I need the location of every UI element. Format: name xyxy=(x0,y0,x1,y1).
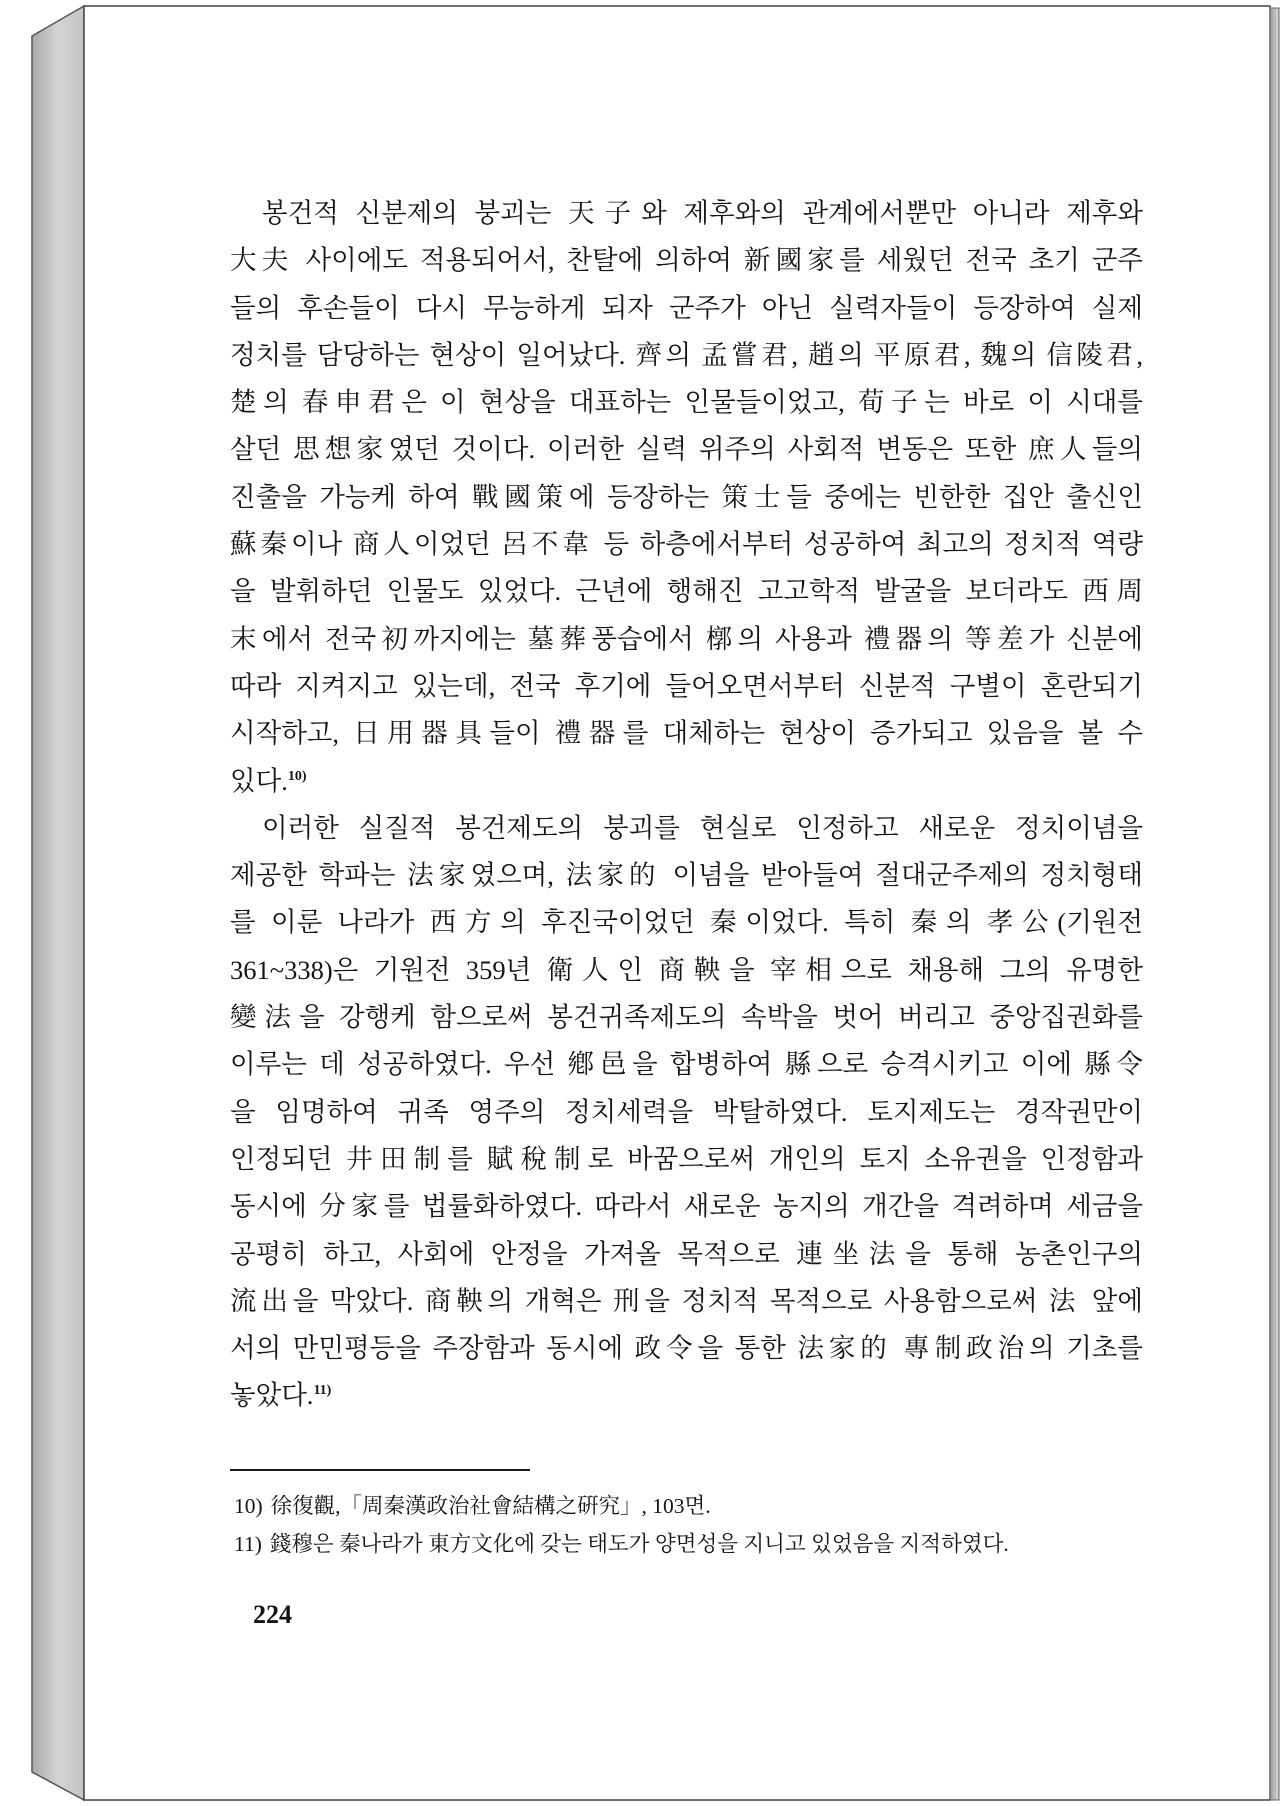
footnote-number: 10) xyxy=(234,1494,263,1518)
body-line: 이러한 실질적 봉건제도의 붕괴를 현실로 인정하고 새로운 정치이념을 xyxy=(262,812,1143,843)
footnote-ref: 11) xyxy=(313,1383,332,1399)
body-line: 따라 지켜지고 있는데, 전국 후기에 들어오면서부터 신분적 구별이 혼란되기 xyxy=(230,670,1143,701)
body-line: 을 임명하여 귀족 영주의 정치세력을 박탈하였다. 토지제도는 경작권만이 xyxy=(230,1096,1143,1127)
body-line: 봉건적 신분제의 붕괴는 天子와 제후와의 관계에서뿐만 아니라 제후와 xyxy=(262,198,1143,228)
body-line: 을 발휘하던 인물도 있었다. 근년에 행해진 고고학적 발굴을 보더라도 西周 xyxy=(230,576,1143,607)
body-line-text: 있다. xyxy=(230,765,288,796)
body-line: 시작하고, 日用器具들이 禮器를 대체하는 현상이 증가되고 있음을 볼 수 xyxy=(230,718,1143,749)
footnote-text: 徐復觀,「周秦漢政治社會結構之硏究」, 103면. xyxy=(270,1494,711,1518)
footnote-text: 錢穆은 秦나라가 東方文化에 갖는 태도가 양면성을 지니고 있었음을 지적하였다. xyxy=(269,1532,1009,1556)
body-line: 變法을 강행케 함으로써 봉건귀족제도의 속박을 벗어 버리고 중앙집권화를 xyxy=(230,1002,1143,1033)
footnote-number: 11) xyxy=(234,1532,262,1556)
body-line xyxy=(230,1372,1143,1419)
body-line: 大夫 사이에도 적용되어서, 찬탈에 의하여 新國家를 세웠던 전국 초기 군주 xyxy=(230,245,1143,276)
page-right-edge xyxy=(1270,8,1279,1800)
footnote-rule xyxy=(230,1469,530,1471)
body-line: 를 이룬 나라가 西方의 후진국이었던 秦이었다. 특히 秦의 孝公(기원전 xyxy=(230,907,1143,938)
body-line: 진출을 가능케 하여 戰國策에 등장하는 策士들 중에는 빈한한 집안 출신인 xyxy=(230,481,1143,512)
body-line xyxy=(230,758,1143,805)
body-line: 들의 후손들이 다시 무능하게 되자 군주가 아닌 실력자들이 등장하여 실제 xyxy=(230,292,1143,323)
paragraph xyxy=(230,190,1143,805)
body-line: 流出을 막았다. 商鞅의 개혁은 刑을 정치적 목적으로 사용함으로써 法 앞에 xyxy=(230,1285,1143,1316)
body-line: 이루는 데 성공하였다. 우선 鄕邑을 합병하여 縣으로 승격시키고 이에 縣令 xyxy=(230,1049,1143,1080)
body-line: 361~338)은 기원전 359년 衛人인 商鞅을 宰相으로 채용해 그의 유명한 xyxy=(230,954,1143,985)
body-line: 蘇秦이나 商人이었던 呂不韋 등 하층에서부터 성공하여 최고의 정치적 역량 xyxy=(230,529,1143,560)
body-line: 살던 思想家였던 것이다. 이러한 실력 위주의 사회적 변동은 또한 庶人들의 xyxy=(230,434,1143,465)
body-line: 제공한 학파는 法家였으며, 法家的 이념을 받아들여 절대군주제의 정치형태 xyxy=(230,860,1143,891)
footnote-ref: 10) xyxy=(287,768,307,784)
paragraph xyxy=(230,805,1143,1420)
body-line: 楚의 春申君은 이 현상을 대표하는 인물들이었고, 荀子는 바로 이 시대를 xyxy=(230,387,1143,418)
body-line: 末에서 전국初까지에는 墓葬풍습에서 槨의 사용과 禮器의 等差가 신분에 xyxy=(230,623,1143,654)
body-line: 동시에 分家를 법률화하였다. 따라서 새로운 농지의 개간을 격려하며 세금을 xyxy=(230,1191,1143,1222)
footnote xyxy=(234,1525,1244,1563)
body-line-text: 놓았다. xyxy=(230,1380,314,1411)
book-spine xyxy=(32,6,84,1800)
body-text xyxy=(230,190,1143,1420)
body-line: 서의 만민평등을 주장함과 동시에 政令을 통한 法家的 專制政治의 기초를 xyxy=(230,1333,1143,1364)
footnotes xyxy=(234,1487,1244,1563)
body-line: 정치를 담당하는 현상이 일어났다. 齊의 孟嘗君, 趙의 平原君, 魏의 信陵君, xyxy=(230,339,1143,370)
body-line: 공평히 하고, 사회에 안정을 가져올 목적으로 連坐法을 통해 농촌인구의 xyxy=(230,1238,1143,1269)
page-number: 224 xyxy=(253,1600,292,1629)
footnote xyxy=(234,1487,1244,1525)
body-line: 인정되던 井田制를 賦稅制로 바꿈으로써 개인의 토지 소유권을 인정함과 xyxy=(230,1143,1143,1174)
